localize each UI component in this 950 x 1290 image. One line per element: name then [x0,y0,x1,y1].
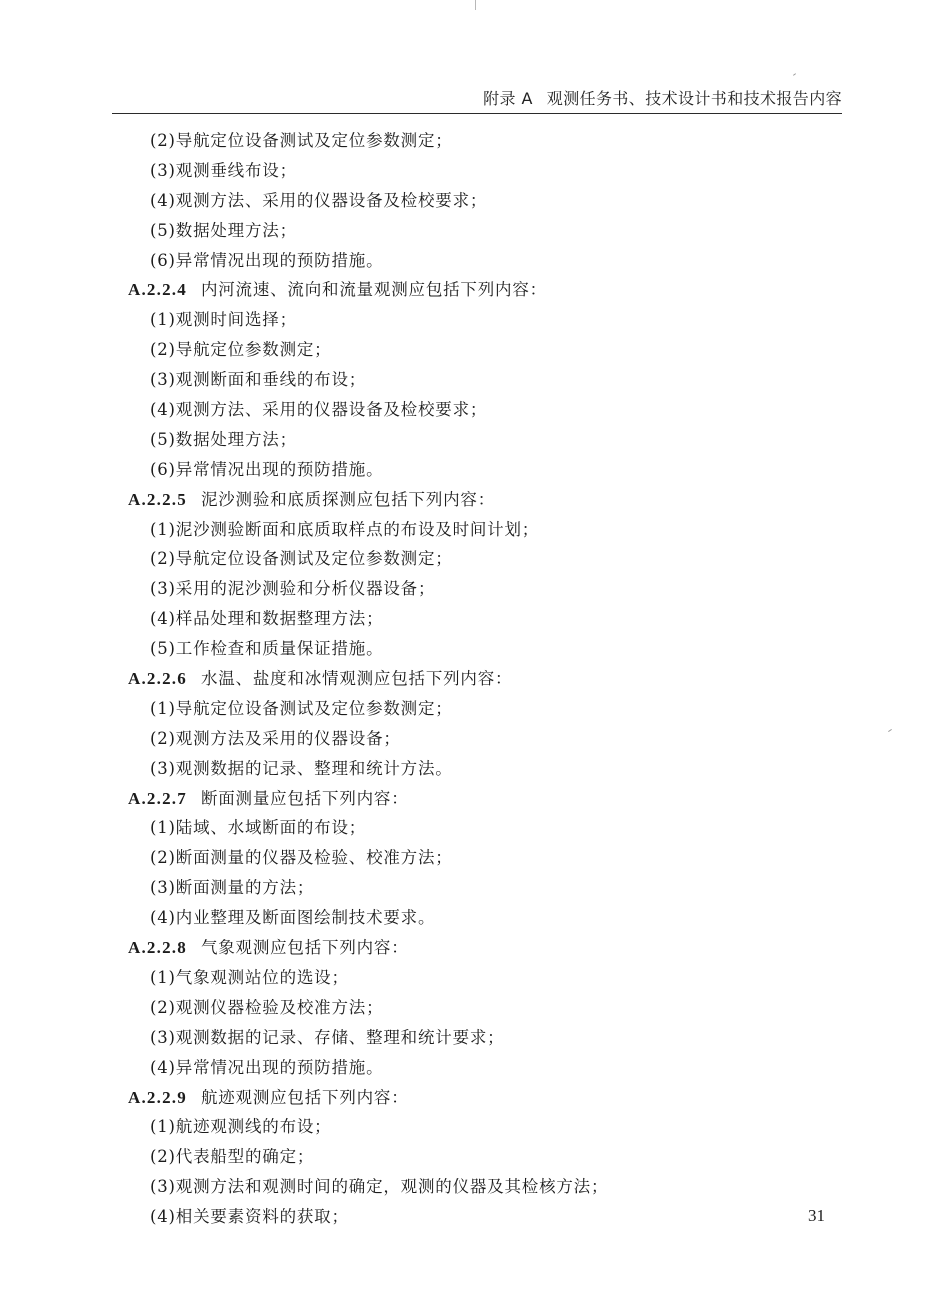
list-item: (2)观测仪器检验及校准方法； [150,997,384,1017]
list-item: (3)观测方法和观测时间的确定，观测的仪器及其检核方法； [150,1177,609,1197]
clause-number: A.2.2.4 [128,280,187,300]
list-item: (4)观测方法、采用的仪器设备及检校要求； [150,400,488,420]
list-item: (4)观测方法、采用的仪器设备及检校要求； [150,190,488,210]
list-item: (2)观测方法及采用的仪器设备； [150,728,401,748]
list-item: (2)断面测量的仪器及检验、校准方法； [150,848,453,868]
clause-text: 内河流速、流向和流量观测应包括下列内容： [200,280,547,300]
list-item: (5)数据处理方法； [150,429,297,449]
list-item: (4)相关要素资料的获取； [150,1207,349,1227]
header-appendix-label: 附录 A [483,89,533,108]
list-item: (1)陆域、水域断面的布设； [150,818,367,838]
list-item: (3)观测断面和垂线的布设； [150,370,367,390]
scan-speck [888,729,892,732]
list-item: (2)导航定位设备测试及定位参数测定； [150,131,453,150]
clause-heading [128,933,848,963]
list-item: (3)观测数据的记录、整理和统计方法。 [150,758,453,778]
list-item: (1)航迹观测线的布设； [150,1117,332,1137]
page-number: 31 [808,1206,825,1225]
list-item: (4)样品处理和数据整理方法； [150,609,384,629]
clause-heading [128,784,848,814]
list-item: (4)异常情况出现的预防措施。 [150,1057,384,1077]
clause-number: A.2.2.9 [128,1087,187,1107]
clause-text: 泥沙测验和底质探测应包括下列内容： [200,489,496,509]
clause-heading [128,275,848,305]
list-item: (4)内业整理及断面图绘制技术要求。 [150,908,436,928]
list-item: (2)导航定位设备测试及定位参数测定； [150,549,453,569]
clause-text: 气象观测应包括下列内容： [200,938,409,958]
list-item: (3)断面测量的方法； [150,878,315,898]
header-text [483,86,842,109]
header-title: 观测任务书、技术设计书和技术报告内容 [546,89,842,108]
list-item: (3)采用的泥沙测验和分析仪器设备； [150,579,436,599]
clause-number: A.2.2.6 [128,669,187,689]
list-item: (6)异常情况出现的预防措施。 [150,459,384,479]
list-item: (6)异常情况出现的预防措施。 [150,250,384,270]
list-item: (2)代表船型的确定； [150,1147,315,1167]
list-item: (5)数据处理方法； [150,220,297,240]
clause-number: A.2.2.5 [128,489,187,509]
clause-text: 断面测量应包括下列内容： [200,788,409,808]
clause-number: A.2.2.8 [128,938,187,958]
scan-speck [793,73,796,76]
list-item: (5)工作检查和质量保证措施。 [150,639,384,659]
clause-heading [128,485,848,515]
list-item: (2)导航定位参数测定； [150,340,332,360]
header-rule [112,113,842,114]
list-item: (1)泥沙测验断面和底质取样点的布设及时间计划； [150,519,540,539]
list-item: (1)气象观测站位的选设； [150,967,349,987]
page-body [128,126,848,1232]
clause-text: 航迹观测应包括下列内容： [200,1087,409,1107]
clause-text: 水温、盐度和冰情观测应包括下列内容： [200,669,513,689]
clause-heading [128,1083,848,1113]
list-item: (3)观测数据的记录、存储、整理和统计要求； [150,1027,505,1047]
list-item: (3)观测垂线布设； [150,160,297,180]
clause-heading [128,664,848,694]
running-header [112,86,842,116]
clause-number: A.2.2.7 [128,788,187,808]
list-item: (1)观测时间选择； [150,310,297,330]
list-item: (1)导航定位设备测试及定位参数测定； [150,698,453,718]
scan-mark [475,0,476,10]
